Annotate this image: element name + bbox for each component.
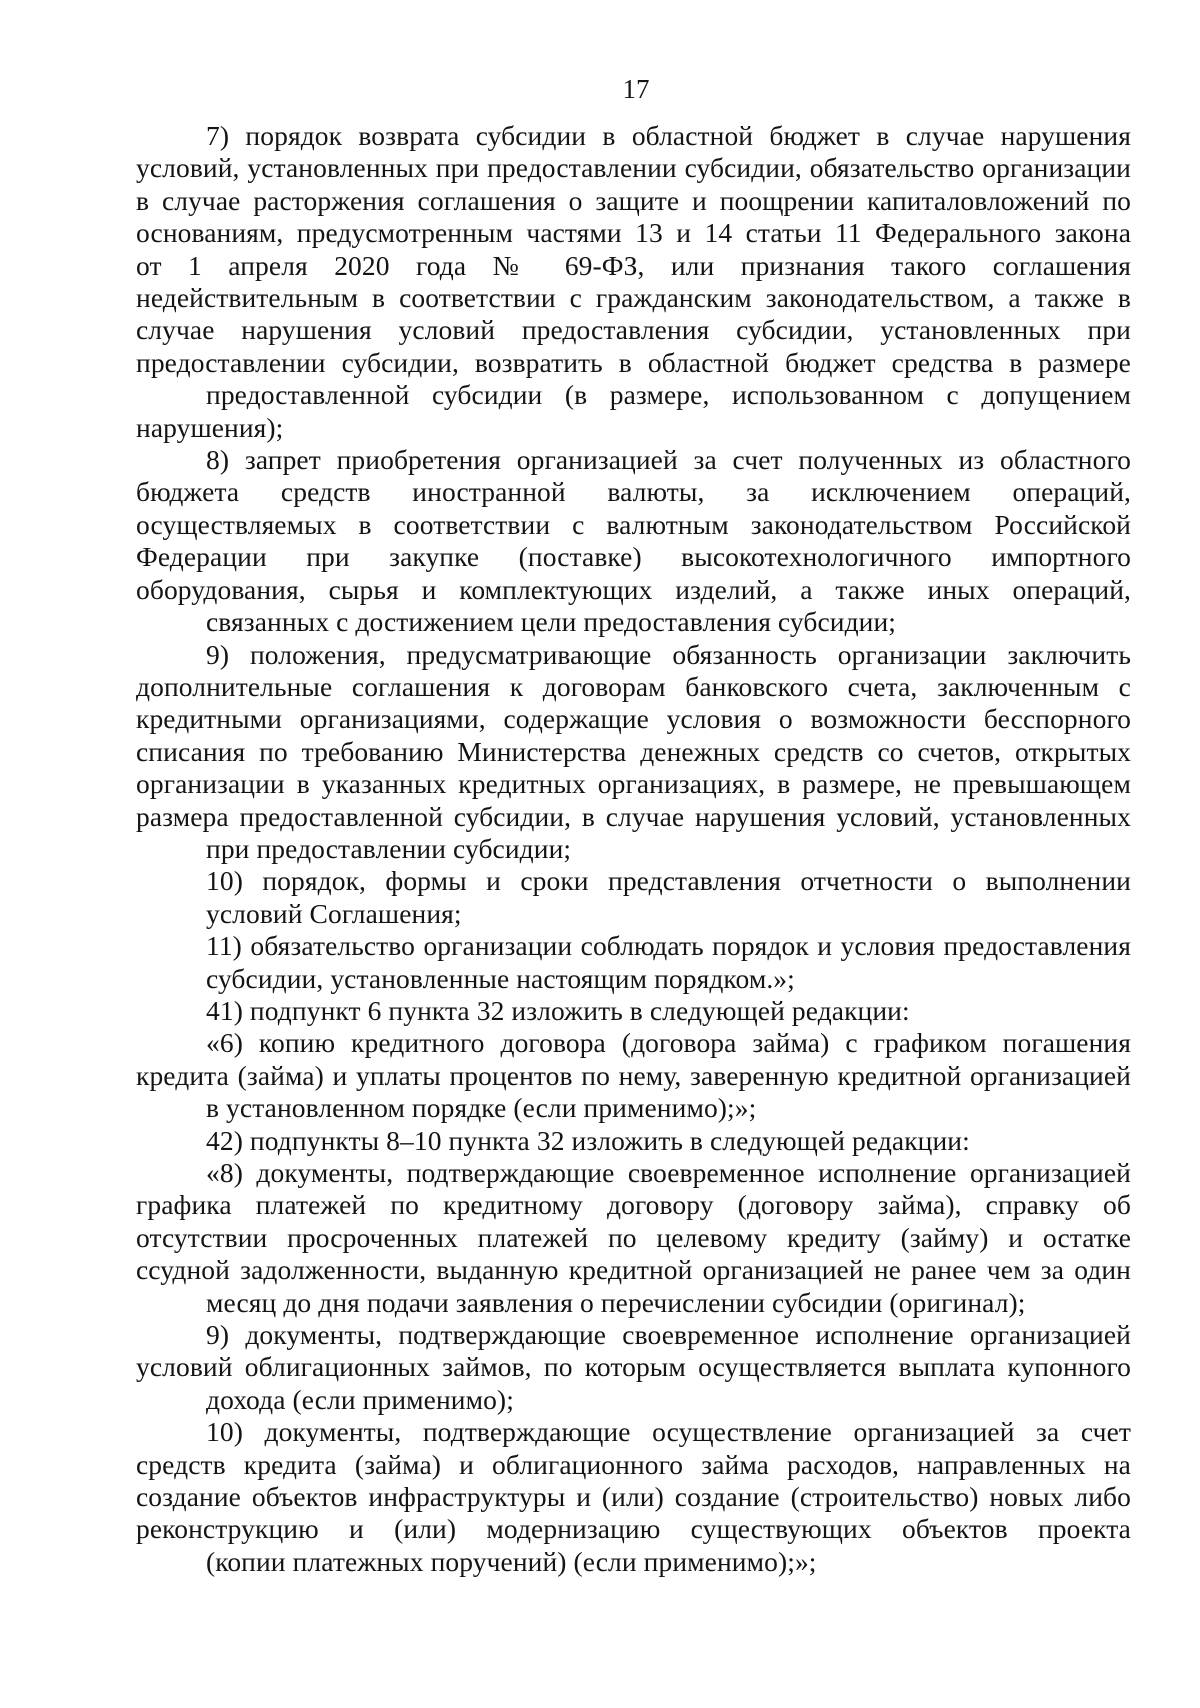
paragraph-line: случае нарушения условий предоставления субсидии, установленных при xyxy=(136,314,1131,346)
paragraph-line: связанных с достижением цели предоставления субсидии; xyxy=(206,606,897,638)
paragraph-line: ссудной задолженности, выданную кредитной организацией не ранее чем за один xyxy=(136,1254,1131,1286)
paragraph-line: при предоставлении субсидии; xyxy=(206,832,572,864)
paragraph xyxy=(136,1416,1131,1578)
paragraph-line: 9) документы, подтверждающие своевременное исполнение организацией xyxy=(206,1319,1131,1351)
paragraph-line: списания по требованию Министерства денежных средств со счетов, открытых xyxy=(136,735,1131,767)
paragraph-line: субсидии, установленные настоящим порядком.»; xyxy=(206,962,795,994)
paragraph-line: недействительным в соответствии с гражданским законодательством, а также в xyxy=(136,282,1131,314)
paragraph-line: «8) документы, подтверждающие своевременное исполнение организацией xyxy=(206,1157,1131,1188)
paragraph-line: средств кредита (займа) и облигационного займа расходов, направленных на xyxy=(136,1448,1131,1480)
paragraph-line: в случае расторжения соглашения о защите и поощрении капиталовложений по xyxy=(136,184,1131,216)
paragraph-line: 9) положения, предусматривающие обязанность организации заключить xyxy=(206,638,1131,670)
paragraph xyxy=(136,1157,1131,1319)
paragraph-line: в установленном порядке (если применимо);»; xyxy=(206,1092,757,1124)
paragraph-line: условий, установленных при предоставлении субсидии, обязательство организации xyxy=(136,152,1131,184)
paragraph-line: 11) обязательство организации соблюдать порядок и условия предоставления xyxy=(206,930,1131,962)
paragraph-line: реконструкцию и (или) модернизацию существующих объектов проекта xyxy=(136,1513,1131,1545)
paragraph-line: отсутствии просроченных платежей по целевому кредиту (займу) и остатке xyxy=(136,1221,1131,1253)
paragraph-line: 42) подпункты 8–10 пункта 32 изложить в следующей редакции: xyxy=(206,1124,970,1156)
paragraph xyxy=(136,1125,1131,1157)
paragraph-line: предоставленной субсидии (в размере, использованном с допущением нарушения); xyxy=(136,379,1131,443)
paragraph-line: осуществляемых в соответствии с валютным законодательством Российской xyxy=(136,508,1131,540)
paragraph xyxy=(136,995,1131,1027)
paragraph xyxy=(136,639,1131,866)
paragraph xyxy=(136,1319,1131,1416)
page-number: 17 xyxy=(622,74,650,104)
paragraph-line: месяц до дня подачи заявления о перечислении субсидии (оригинал); xyxy=(206,1286,1026,1318)
paragraph-line: создание объектов инфраструктуры и (или) создание (строительство) новых либо xyxy=(136,1481,1131,1513)
paragraph xyxy=(136,120,1131,444)
paragraph-line: основаниям, предусмотренным частями 13 и 14 статьи 11 Федерального закона xyxy=(136,217,1131,249)
paragraph-line: «6) копию кредитного договора (договора займа) с графиком погашения xyxy=(206,1027,1131,1059)
paragraph xyxy=(136,1027,1131,1124)
paragraph-line: от 1 апреля 2020 года № 69-ФЗ, или признания такого соглашения xyxy=(136,249,1131,281)
paragraph-line: дохода (если применимо); xyxy=(206,1383,514,1415)
paragraph xyxy=(136,444,1131,638)
paragraph xyxy=(136,930,1131,995)
paragraph-line: Федерации при закупке (поставке) высокотехнологичного импортного xyxy=(136,541,1131,573)
paragraph-line: размера предоставленной субсидии, в случае нарушения условий, установленных xyxy=(136,800,1131,832)
paragraph-line: дополнительные соглашения к договорам банковского счета, заключенным с xyxy=(136,670,1131,702)
paragraph-line: графика платежей по кредитному договору (договору займа), справку об xyxy=(136,1189,1131,1221)
paragraph-line: 10) порядок, формы и сроки представления отчетности о выполнении xyxy=(206,865,1131,897)
paragraph-line: условий Соглашения; xyxy=(206,897,462,929)
paragraph-line: 7) порядок возврата субсидии в областной бюджет в случае нарушения xyxy=(206,120,1131,151)
paragraph xyxy=(136,865,1131,930)
paragraph-line: бюджета средств иностранной валюты, за исключением операций, xyxy=(136,476,1131,508)
paragraph-line: (копии платежных поручений) (если применимо);»; xyxy=(206,1545,817,1577)
paragraph-line: оборудования, сырья и комплектующих изделий, а также иных операций, xyxy=(136,573,1131,605)
paragraph-line: организации в указанных кредитных организациях, в размере, не превышающем xyxy=(136,768,1131,800)
paragraph-line: кредита (займа) и уплаты процентов по нему, заверенную кредитной организацией xyxy=(136,1059,1131,1091)
paragraph-line: условий облигационных займов, по которым осуществляется выплата купонного xyxy=(136,1351,1131,1383)
document-body xyxy=(136,120,1131,1578)
paragraph-line: 10) документы, подтверждающие осуществление организацией за счет xyxy=(206,1416,1131,1448)
paragraph-line: 41) подпункт 6 пункта 32 изложить в следующей редакции: xyxy=(206,994,910,1026)
paragraph-line: предоставлении субсидии, возвратить в областной бюджет средства в размере xyxy=(136,346,1131,378)
paragraph-line: кредитными организациями, содержащие условия о возможности бесспорного xyxy=(136,703,1131,735)
paragraph-line: 8) запрет приобретения организацией за счет полученных из областного xyxy=(206,444,1131,476)
